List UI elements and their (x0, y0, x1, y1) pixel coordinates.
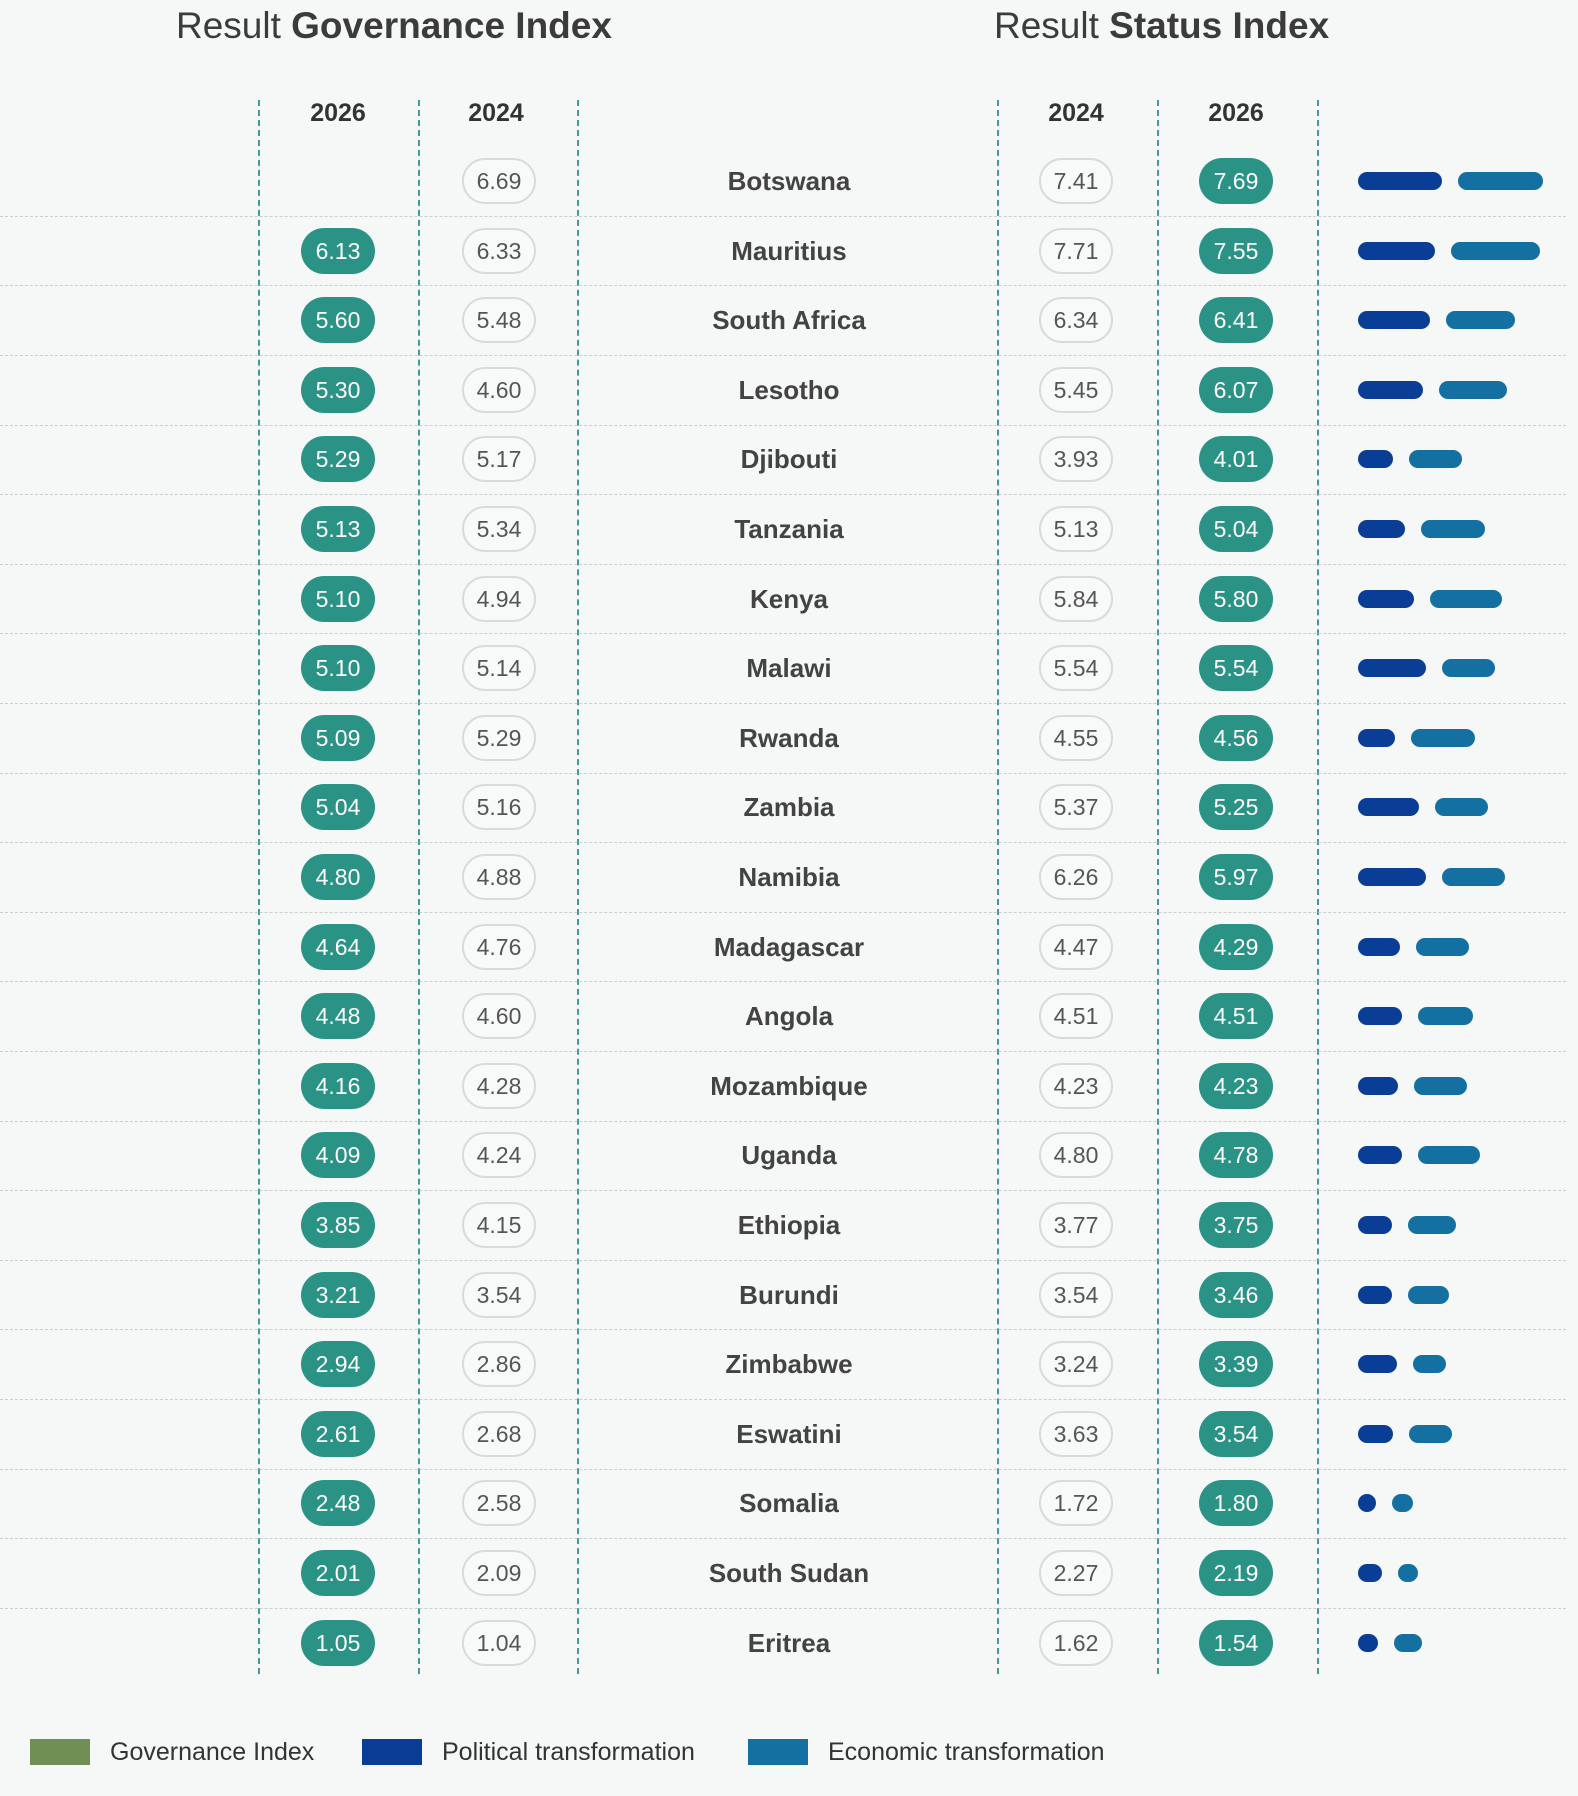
country-label-kenya: Kenya (749, 583, 829, 614)
economic-bar-zambia (1435, 798, 1489, 816)
status-2026-value-south-sudan: 2.19 (1199, 1550, 1273, 1596)
status-2026-value-rwanda: 4.56 (1199, 715, 1273, 761)
header-gov-2026: 2026 (310, 99, 366, 127)
status-2026-value-mozambique: 4.23 (1199, 1063, 1273, 1109)
country-label-eswatini: Eswatini (736, 1418, 842, 1449)
row-separator (0, 216, 1566, 217)
status-2024-value-madagascar: 4.47 (1039, 924, 1113, 970)
column-divider (1317, 100, 1319, 1674)
country-label-eritrea: Eritrea (747, 1627, 831, 1658)
political-bar-south-sudan (1358, 1564, 1382, 1582)
country-label-mozambique: Mozambique (710, 1070, 868, 1101)
economic-bar-eritrea (1394, 1634, 1423, 1652)
political-bar-mauritius (1358, 242, 1435, 260)
country-label-djibouti: Djibouti (740, 444, 838, 475)
status-2026-value-madagascar: 4.29 (1199, 924, 1273, 970)
row-separator (0, 1608, 1566, 1609)
gov-2026-value-kenya: 5.10 (301, 576, 375, 622)
country-label-mauritius: Mauritius (731, 235, 847, 266)
status-2026-value-kenya: 5.80 (1199, 576, 1273, 622)
political-bar-rwanda (1358, 729, 1395, 747)
status-2026-value-angola: 4.51 (1199, 993, 1273, 1039)
country-label-madagascar: Madagascar (713, 931, 865, 962)
gov-2024-value-botswana: 6.69 (462, 158, 536, 204)
row-separator (0, 1260, 1566, 1261)
economic-bar-eswatini (1409, 1425, 1452, 1443)
status-2026-value-mauritius: 7.55 (1199, 228, 1273, 274)
header-status-2024: 2024 (1048, 99, 1104, 127)
gov-2024-value-eritrea: 1.04 (462, 1620, 536, 1666)
economic-bar-somalia (1392, 1494, 1413, 1512)
gov-2024-value-somalia: 2.58 (462, 1480, 536, 1526)
gov-2024-value-rwanda: 5.29 (462, 715, 536, 761)
gov-2024-value-south-africa: 5.48 (462, 297, 536, 343)
economic-bar-ethiopia (1408, 1216, 1456, 1234)
gov-2026-value-djibouti: 5.29 (301, 436, 375, 482)
political-bar-kenya (1358, 590, 1414, 608)
political-bar-botswana (1358, 172, 1442, 190)
status-2024-value-lesotho: 5.45 (1039, 367, 1113, 413)
country-label-zimbabwe: Zimbabwe (725, 1349, 853, 1380)
political-bar-uganda (1358, 1146, 1402, 1164)
row-separator (0, 1190, 1566, 1191)
legend-swatch-governance (30, 1739, 90, 1765)
status-2024-value-zimbabwe: 3.24 (1039, 1341, 1113, 1387)
gov-2024-value-ethiopia: 4.15 (462, 1202, 536, 1248)
status-2024-value-botswana: 7.41 (1039, 158, 1113, 204)
status-2024-value-rwanda: 4.55 (1039, 715, 1113, 761)
legend-label-governance: Governance Index (110, 1738, 315, 1766)
economic-bar-mozambique (1414, 1077, 1468, 1095)
country-label-ethiopia: Ethiopia (737, 1210, 841, 1240)
status-2024-value-namibia: 6.26 (1039, 854, 1113, 900)
political-bar-angola (1358, 1007, 1402, 1025)
status-2026-value-south-africa: 6.41 (1199, 297, 1273, 343)
row-separator (0, 912, 1566, 913)
status-2024-value-south-africa: 6.34 (1039, 297, 1113, 343)
gov-2024-value-kenya: 4.94 (462, 576, 536, 622)
status-title-prefix: Result (994, 5, 1110, 46)
gov-2024-value-madagascar: 4.76 (462, 924, 536, 970)
status-2024-value-djibouti: 3.93 (1039, 436, 1113, 482)
row-separator (0, 494, 1566, 495)
political-bar-burundi (1358, 1286, 1392, 1304)
gov-2026-value-malawi: 5.10 (301, 645, 375, 691)
economic-bar-south-sudan (1398, 1564, 1418, 1582)
gov-2026-value-south-sudan: 2.01 (301, 1550, 375, 1596)
political-bar-djibouti (1358, 450, 1393, 468)
country-label-malawi: Malawi (746, 653, 832, 684)
status-2024-value-zambia: 5.37 (1039, 784, 1113, 830)
country-label-burundi: Burundi (739, 1279, 839, 1310)
country-label-rwanda: Rwanda (739, 722, 839, 753)
status-2026-value-ethiopia: 3.75 (1199, 1202, 1273, 1248)
political-bar-south-africa (1358, 311, 1430, 329)
status-2024-value-south-sudan: 2.27 (1039, 1550, 1113, 1596)
gov-2026-value-somalia: 2.48 (301, 1480, 375, 1526)
gov-2024-value-burundi: 3.54 (462, 1272, 536, 1318)
country-label-uganda: Uganda (741, 1140, 837, 1171)
column-divider (418, 100, 420, 1674)
political-bar-tanzania (1358, 520, 1405, 538)
country-label-lesotho: Lesotho (738, 374, 840, 405)
header-status-2026: 2026 (1208, 99, 1264, 127)
gov-2026-value-madagascar: 4.64 (301, 924, 375, 970)
political-bar-zambia (1358, 798, 1419, 816)
column-divider (1157, 100, 1159, 1674)
row-separator (0, 1469, 1566, 1470)
gov-2026-value-eritrea: 1.05 (301, 1620, 375, 1666)
row-separator (0, 703, 1566, 704)
political-bar-eswatini (1358, 1425, 1393, 1443)
header-gov-2024: 2024 (468, 99, 524, 127)
row-separator (0, 425, 1566, 426)
gov-2024-value-mauritius: 6.33 (462, 228, 536, 274)
economic-bar-namibia (1442, 868, 1505, 886)
gov-2024-value-malawi: 5.14 (462, 645, 536, 691)
status-index-title (994, 2, 1329, 50)
gov-2024-value-mozambique: 4.28 (462, 1063, 536, 1109)
legend-label-political: Political transformation (442, 1738, 695, 1766)
status-2024-value-angola: 4.51 (1039, 993, 1113, 1039)
gov-2026-value-zimbabwe: 2.94 (301, 1341, 375, 1387)
row-separator (0, 355, 1566, 356)
status-2026-value-zimbabwe: 3.39 (1199, 1341, 1273, 1387)
economic-bar-uganda (1418, 1146, 1480, 1164)
legend-label-economic: Economic transformation (828, 1738, 1105, 1766)
economic-bar-south-africa (1446, 311, 1515, 329)
gov-2026-value-ethiopia: 3.85 (301, 1202, 375, 1248)
gov-2026-value-tanzania: 5.13 (301, 506, 375, 552)
status-2024-value-mozambique: 4.23 (1039, 1063, 1113, 1109)
country-label-zambia: Zambia (743, 792, 835, 823)
country-label-namibia: Namibia (738, 862, 840, 892)
governance-title-prefix: Result (176, 5, 292, 46)
gov-2024-value-south-sudan: 2.09 (462, 1550, 536, 1596)
country-label-botswana: Botswana (727, 166, 851, 196)
status-2024-value-mauritius: 7.71 (1039, 228, 1113, 274)
political-bar-madagascar (1358, 938, 1400, 956)
status-2026-value-somalia: 1.80 (1199, 1480, 1273, 1526)
economic-bar-madagascar (1416, 938, 1469, 956)
economic-bar-kenya (1430, 590, 1502, 608)
gov-2026-value-eswatini: 2.61 (301, 1411, 375, 1457)
status-2026-value-malawi: 5.54 (1199, 645, 1273, 691)
row-separator (0, 1121, 1566, 1122)
status-2024-value-malawi: 5.54 (1039, 645, 1113, 691)
country-label-angola: Angola (744, 1001, 834, 1032)
gov-2024-value-djibouti: 5.17 (462, 436, 536, 482)
row-separator (0, 773, 1566, 774)
row-separator (0, 285, 1566, 286)
economic-bar-angola (1418, 1007, 1473, 1025)
political-bar-malawi (1358, 659, 1426, 677)
row-separator (0, 564, 1566, 565)
legend-swatch-political (362, 1739, 422, 1765)
economic-bar-zimbabwe (1413, 1355, 1446, 1373)
status-2024-value-tanzania: 5.13 (1039, 506, 1113, 552)
political-bar-ethiopia (1358, 1216, 1392, 1234)
gov-2024-value-lesotho: 4.60 (462, 367, 536, 413)
row-separator (0, 1329, 1566, 1330)
status-2024-value-kenya: 5.84 (1039, 576, 1113, 622)
status-2024-value-eswatini: 3.63 (1039, 1411, 1113, 1457)
row-separator (0, 842, 1566, 843)
status-2026-value-namibia: 5.97 (1199, 854, 1273, 900)
column-divider (997, 100, 999, 1674)
status-2026-value-uganda: 4.78 (1199, 1132, 1273, 1178)
political-bar-lesotho (1358, 381, 1423, 399)
gov-2024-value-tanzania: 5.34 (462, 506, 536, 552)
status-title-bold: Status Index (1109, 5, 1330, 46)
status-2024-value-burundi: 3.54 (1039, 1272, 1113, 1318)
legend-swatch-economic (748, 1739, 808, 1765)
status-2026-value-eswatini: 3.54 (1199, 1411, 1273, 1457)
gov-2026-value-south-africa: 5.60 (301, 297, 375, 343)
status-2024-value-somalia: 1.72 (1039, 1480, 1113, 1526)
economic-bar-malawi (1442, 659, 1495, 677)
status-2024-value-eritrea: 1.62 (1039, 1620, 1113, 1666)
political-bar-somalia (1358, 1494, 1376, 1512)
status-2026-value-eritrea: 1.54 (1199, 1620, 1273, 1666)
economic-bar-rwanda (1411, 729, 1475, 747)
row-separator (0, 633, 1566, 634)
row-separator (0, 1538, 1566, 1539)
row-separator (0, 981, 1566, 982)
gov-2024-value-namibia: 4.88 (462, 854, 536, 900)
status-2026-value-lesotho: 6.07 (1199, 367, 1273, 413)
row-separator (0, 1051, 1566, 1052)
country-label-south-africa: South Africa (712, 305, 866, 336)
status-2026-value-tanzania: 5.04 (1199, 506, 1273, 552)
governance-title-bold: Governance Index (291, 5, 612, 46)
country-label-south-sudan: South Sudan (708, 1558, 870, 1588)
gov-2026-value-lesotho: 5.30 (301, 367, 375, 413)
gov-2024-value-zimbabwe: 2.86 (462, 1341, 536, 1387)
status-2024-value-uganda: 4.80 (1039, 1132, 1113, 1178)
country-label-tanzania: Tanzania (734, 514, 844, 544)
status-2026-value-botswana: 7.69 (1199, 158, 1273, 204)
economic-bar-djibouti (1409, 450, 1462, 468)
gov-2026-value-burundi: 3.21 (301, 1272, 375, 1318)
gov-2026-value-zambia: 5.04 (301, 784, 375, 830)
gov-2024-value-eswatini: 2.68 (462, 1411, 536, 1457)
status-2026-value-burundi: 3.46 (1199, 1272, 1273, 1318)
column-divider (577, 100, 579, 1674)
gov-2024-value-zambia: 5.16 (462, 784, 536, 830)
status-2024-value-ethiopia: 3.77 (1039, 1202, 1113, 1248)
status-2026-value-djibouti: 4.01 (1199, 436, 1273, 482)
country-label-somalia: Somalia (739, 1488, 839, 1519)
gov-2026-value-mozambique: 4.16 (301, 1063, 375, 1109)
gov-2026-value-mauritius: 6.13 (301, 228, 375, 274)
economic-bar-mauritius (1451, 242, 1540, 260)
gov-2026-value-uganda: 4.09 (301, 1132, 375, 1178)
row-separator (0, 1399, 1566, 1400)
economic-bar-burundi (1408, 1286, 1449, 1304)
governance-index-title (176, 2, 612, 50)
gov-2026-value-namibia: 4.80 (301, 854, 375, 900)
gov-2024-value-angola: 4.60 (462, 993, 536, 1039)
economic-bar-lesotho (1439, 381, 1507, 399)
political-bar-eritrea (1358, 1634, 1378, 1652)
economic-bar-botswana (1458, 172, 1544, 190)
gov-2024-value-uganda: 4.24 (462, 1132, 536, 1178)
economic-bar-tanzania (1421, 520, 1485, 538)
gov-2026-value-rwanda: 5.09 (301, 715, 375, 761)
political-bar-zimbabwe (1358, 1355, 1397, 1373)
column-divider (258, 100, 260, 1674)
political-bar-namibia (1358, 868, 1426, 886)
gov-2026-value-angola: 4.48 (301, 993, 375, 1039)
status-2026-value-zambia: 5.25 (1199, 784, 1273, 830)
political-bar-mozambique (1358, 1077, 1398, 1095)
